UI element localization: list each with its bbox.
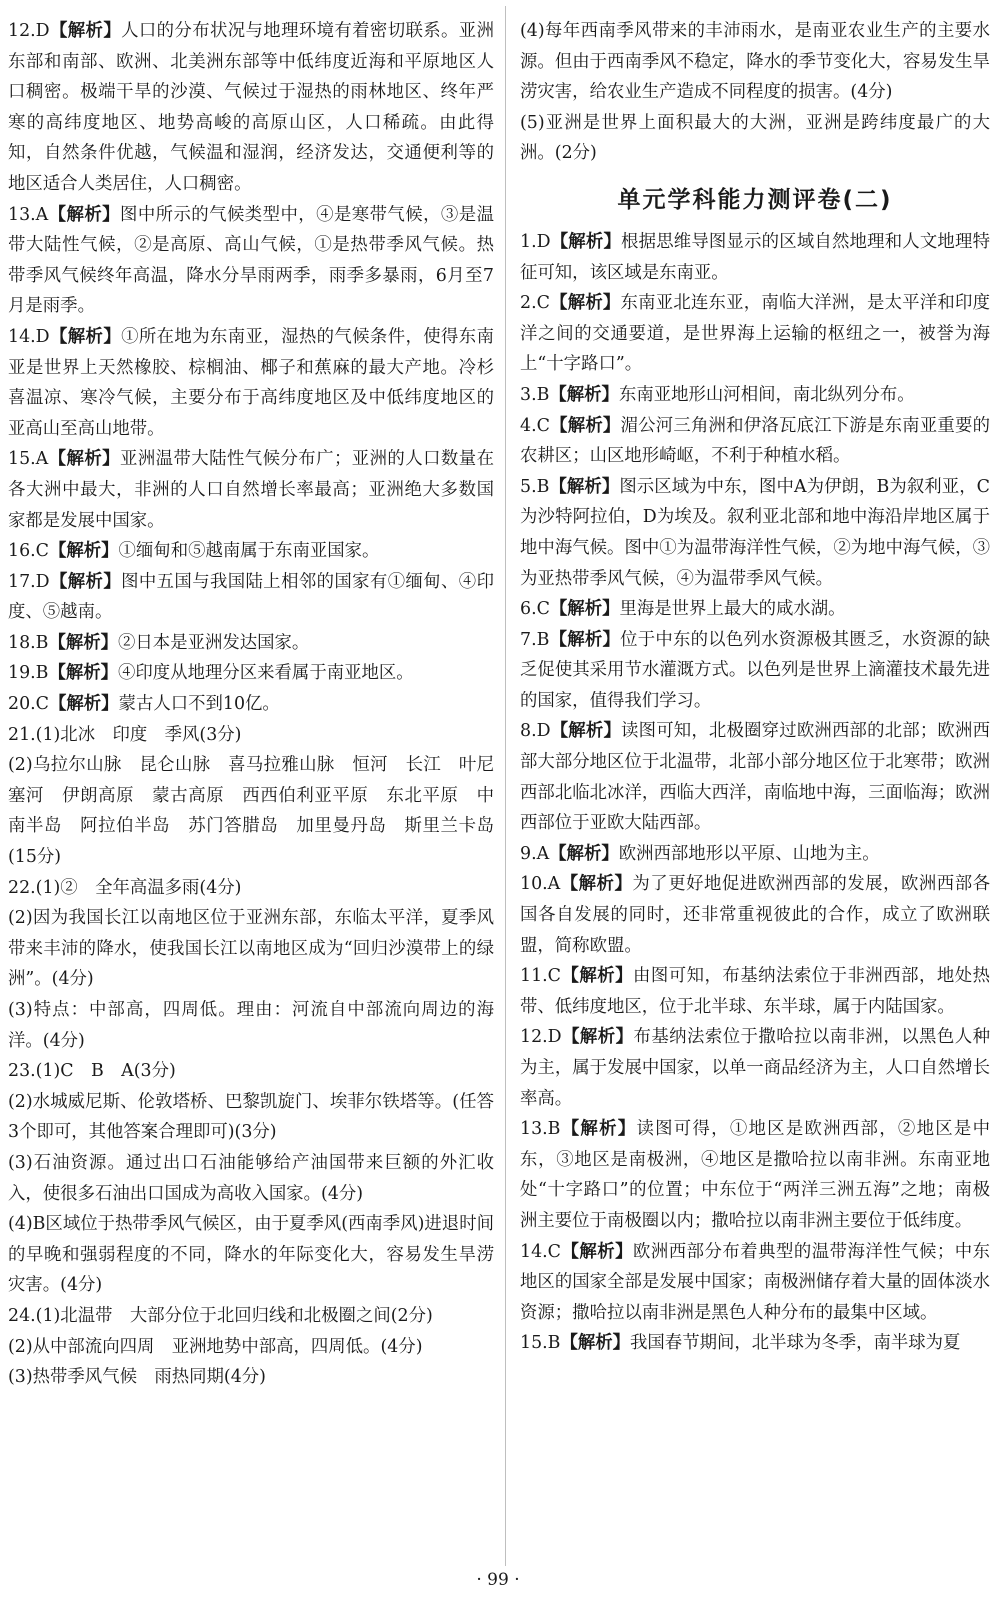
answer-text: 欧洲西部分布着典型的温带海洋性气候；中东地区的国家全部是发展中国家；南极洲储存着大量的固体淡水资源；撒哈拉以南非洲是黑色人种分布的最集中区域。 bbox=[520, 1241, 990, 1323]
analysis-tag: 【解析】 bbox=[560, 1333, 631, 1354]
left-column bbox=[8, 16, 494, 1393]
answer-number: 10.A bbox=[520, 874, 561, 895]
answer-text: (1)北温带 大部分位于北回归线和北极圈之间(2分) bbox=[35, 1305, 433, 1326]
column-divider bbox=[505, 6, 506, 1566]
answer-number: 21. bbox=[8, 724, 36, 745]
answer-text: 东南亚地形山河相间，南北纵列分布。 bbox=[618, 384, 915, 405]
answer-subpart bbox=[520, 108, 990, 169]
answer-text: 东南亚北连东亚，南临大洋洲，是太平洋和印度洋之间的交通要道，是世界海上运输的枢纽之一，被誉为海上“十字路口”。 bbox=[520, 293, 990, 375]
answer-text: 人口的分布状况与地理环境有着密切联系。亚洲东部和南部、欧洲、北美洲东部等中低纬度近海和平原地区人口稠密。极端干旱的沙漠、气候过于湿热的雨林地区、终年严寒的高纬度地区、地势高峻的高原山区，人口稀疏。由此得知，自然条件优越，气候温和湿润，经济发达，交通便利等的地区适合人类居住，人口稠密。 bbox=[8, 21, 494, 194]
analysis-tag: 【解析】 bbox=[49, 21, 122, 41]
answer-text: 亚洲温带大陆性气候分布广；亚洲的人口数量在各大洲中最大，非洲的人口自然增长率最高；亚洲绝大多数国家都是发展中国家。 bbox=[8, 449, 494, 531]
answer-item bbox=[520, 869, 990, 961]
answer-number: 8.D bbox=[520, 721, 551, 742]
answer-number: 14.C bbox=[520, 1241, 561, 1262]
answer-item bbox=[520, 411, 990, 472]
answer-item bbox=[520, 1328, 990, 1359]
answer-text: ①缅甸和⑤越南属于东南亚国家。 bbox=[118, 541, 380, 562]
answer-item bbox=[8, 689, 494, 720]
answer-text: (3)热带季风气候 雨热同期(4分) bbox=[8, 1367, 266, 1388]
analysis-tag: 【解析】 bbox=[48, 541, 119, 562]
answer-subpart bbox=[520, 16, 990, 108]
analysis-tag: 【解析】 bbox=[48, 632, 119, 653]
analysis-tag: 【解析】 bbox=[549, 476, 620, 497]
answer-item bbox=[8, 200, 494, 322]
answer-item bbox=[520, 1114, 990, 1236]
answer-text: (1)② 全年高温多雨(4分) bbox=[35, 877, 242, 898]
answer-text: 布基纳法索位于撒哈拉以南非洲，以黑色人种为主，属于发展中国家，以单一商品经济为主，人口自然增长率高。 bbox=[520, 1027, 990, 1109]
answer-text: 我国春节期间，北半球为冬季，南半球为夏 bbox=[630, 1333, 961, 1354]
answer-number: 19.B bbox=[8, 663, 49, 684]
answer-text: (1)C B A(3分) bbox=[35, 1061, 176, 1082]
answer-item bbox=[8, 720, 494, 751]
answer-subpart bbox=[8, 1362, 494, 1393]
analysis-tag: 【解析】 bbox=[549, 293, 621, 314]
answer-number: 4.C bbox=[520, 415, 550, 436]
analysis-tag: 【解析】 bbox=[549, 599, 620, 620]
answer-subpart bbox=[8, 1332, 494, 1363]
analysis-tag: 【解析】 bbox=[49, 326, 122, 347]
answer-text: 由图可知，布基纳法索位于非洲西部，地处热带、低纬度地区，位于北半球、东半球，属于内陆国家。 bbox=[520, 966, 990, 1017]
answer-number: 15.A bbox=[8, 449, 49, 470]
answer-item bbox=[8, 628, 494, 659]
answer-subpart bbox=[8, 903, 494, 995]
answer-item bbox=[520, 380, 990, 411]
answer-item bbox=[8, 1301, 494, 1332]
answer-text: 图中五国与我国陆上相邻的国家有①缅甸、④印度、⑤越南。 bbox=[8, 571, 494, 623]
answer-text: 为了更好地促进欧洲西部的发展，欧洲西部各国各自发展的同时，还非常重视彼此的合作，成立了欧洲联盟，简称欧盟。 bbox=[520, 874, 990, 956]
analysis-tag: 【解析】 bbox=[550, 721, 622, 742]
answer-number: 20.C bbox=[8, 694, 49, 715]
answer-item bbox=[520, 472, 990, 594]
answer-item bbox=[8, 536, 494, 567]
analysis-tag: 【解析】 bbox=[48, 694, 119, 715]
answer-number: 6.C bbox=[520, 599, 550, 620]
answer-number: 18.B bbox=[8, 632, 49, 653]
answer-text: 读图可得，①地区是欧洲西部，②地区是中东，③地区是南极洲，④地区是撒哈拉以南非洲。东南亚地处“十字路口”的位置；中东位于“两洋三洲五海”之地；南极洲主要位于南极圈以内；撒哈拉以南非洲主要位于低纬度。 bbox=[520, 1119, 990, 1231]
answer-number: 12.D bbox=[520, 1027, 562, 1048]
analysis-tag: 【解析】 bbox=[550, 231, 622, 252]
answer-item bbox=[520, 227, 990, 288]
answer-text: (5)亚洲是世界上面积最大的大洲，亚洲是跨纬度最广的大洲。(2分) bbox=[520, 112, 990, 164]
analysis-tag: 【解析】 bbox=[560, 1241, 633, 1262]
answer-text: (1)北冰 印度 季风(3分) bbox=[35, 724, 242, 745]
answer-text: 图中所示的气候类型中，④是寒带气候，③是温带大陆性气候，②是高原、高山气候，①是热带季风气候。热带季风气候终年高温，降水分旱雨两季，雨季多暴雨，6月至7月是雨季。 bbox=[8, 204, 494, 317]
analysis-tag: 【解析】 bbox=[549, 415, 621, 436]
answer-number: 2.C bbox=[520, 293, 550, 314]
answer-item bbox=[8, 322, 494, 444]
page-number: · 99 · bbox=[476, 1570, 520, 1590]
answer-number: 12.D bbox=[8, 21, 50, 41]
analysis-tag: 【解析】 bbox=[549, 843, 619, 864]
answer-item bbox=[520, 625, 990, 717]
answer-number: 7.B bbox=[520, 629, 550, 650]
answer-number: 22. bbox=[8, 877, 36, 898]
section-heading: 单元学科能力测评卷(二) bbox=[617, 186, 893, 213]
answer-item bbox=[8, 658, 494, 689]
answer-item bbox=[8, 1056, 494, 1087]
answer-text: (3)特点：中部高，四周低。理由：河流自中部流向周边的海洋。(4分) bbox=[8, 1000, 494, 1051]
answer-number: 5.B bbox=[520, 476, 550, 497]
answer-subpart bbox=[8, 995, 494, 1056]
answer-number: 23. bbox=[8, 1061, 36, 1082]
answer-number: 3.B bbox=[520, 384, 550, 405]
answer-text: (4)每年西南季风带来的丰沛雨水，是南亚农业生产的主要水源。但由于西南季风不稳定，降水的季节变化大，容易发生旱涝灾害，给农业生产造成不同程度的损害。(4分) bbox=[520, 21, 990, 103]
answer-text: ①所在地为东南亚，湿热的气候条件，使得东南亚是世界上天然橡胶、棕榈油、椰子和蕉麻的最大产地。冷杉喜温凉、寒冷气候，主要分布于高纬度地区及中低纬度地区的亚高山至高山地带。 bbox=[8, 326, 494, 439]
answer-text: 位于中东的以色列水资源极其匮乏，水资源的缺乏促使其采用节水灌溉方式。以色列是世界上滴灌技术最先进的国家，值得我们学习。 bbox=[520, 629, 990, 711]
answer-item bbox=[8, 873, 494, 904]
answer-number: 14.D bbox=[8, 326, 50, 347]
answer-item bbox=[520, 288, 990, 380]
answer-text: (2)乌拉尔山脉 昆仑山脉 喜马拉雅山脉 恒河 长江 叶尼塞河 伊朗高原 蒙古高原 西西伯利亚平原 东北平原 中南半岛 阿拉伯半岛 苏门答腊岛 加里曼丹岛 斯里兰卡岛(15分) bbox=[8, 755, 494, 868]
answer-item bbox=[520, 716, 990, 838]
analysis-tag: 【解析】 bbox=[549, 629, 621, 650]
answer-number: 24. bbox=[8, 1305, 36, 1326]
answer-number: 16.C bbox=[8, 541, 49, 562]
answer-text: 读图可知，北极圈穿过欧洲西部的北部；欧洲西部大部分地区位于北温带，北部小部分地区位于北寒带；欧洲西部北临北冰洋，西临大西洋，南临地中海，三面临海；欧洲西部位于亚欧大陆西部。 bbox=[520, 721, 990, 834]
analysis-tag: 【解析】 bbox=[560, 874, 633, 895]
answer-number: 13.B bbox=[520, 1119, 561, 1140]
answer-subpart bbox=[8, 750, 494, 872]
right-column-bottom bbox=[520, 227, 990, 1359]
answer-text: 湄公河三角洲和伊洛瓦底江下游是东南亚重要的农耕区；山区地形崎岖，不利于种植水稻。 bbox=[520, 415, 990, 467]
answer-number: 1.D bbox=[520, 231, 551, 252]
analysis-tag: 【解析】 bbox=[561, 1027, 634, 1048]
analysis-tag: 【解析】 bbox=[549, 384, 619, 405]
answer-text: 里海是世界上最大的咸水湖。 bbox=[619, 599, 846, 620]
answer-text: (2)水城威尼斯、伦敦塔桥、巴黎凯旋门、埃菲尔铁塔等。(任答3个即可，其他答案合理即可)(3分) bbox=[8, 1091, 494, 1143]
analysis-tag: 【解析】 bbox=[48, 663, 119, 684]
analysis-tag: 【解析】 bbox=[48, 449, 120, 470]
answer-item bbox=[8, 567, 494, 628]
answer-text: 蒙古人口不到10亿。 bbox=[118, 694, 280, 715]
analysis-tag: 【解析】 bbox=[560, 1119, 637, 1140]
answer-number: 13.A bbox=[8, 204, 49, 225]
answer-text: (2)从中部流向四周 亚洲地势中部高，四周低。(4分) bbox=[8, 1336, 423, 1357]
analysis-tag: 【解析】 bbox=[560, 966, 633, 987]
answer-number: 9.A bbox=[520, 843, 550, 864]
answer-subpart bbox=[8, 1209, 494, 1301]
answer-text: 欧洲西部地形以平原、山地为主。 bbox=[618, 843, 880, 864]
answer-number: 17.D bbox=[8, 571, 50, 592]
answer-number: 11.C bbox=[520, 966, 561, 987]
answer-item bbox=[520, 961, 990, 1022]
answer-subpart bbox=[8, 1148, 494, 1209]
right-column bbox=[520, 16, 990, 1359]
answer-text: 图示区域为中东，图中A为伊朗，B为叙利亚，C为沙特阿拉伯，D为埃及。叙利亚北部和地中海沿岸地区属于地中海气候。图中①为温带海洋性气候，②为地中海气候，③为亚热带季风气候，④为温带季风气候。 bbox=[520, 476, 990, 589]
answer-item bbox=[520, 1237, 990, 1329]
analysis-tag: 【解析】 bbox=[48, 204, 120, 225]
answer-number: 15.B bbox=[520, 1333, 561, 1354]
right-column-top bbox=[520, 16, 990, 169]
answer-item bbox=[520, 839, 990, 870]
answer-text: (2)因为我国长江以南地区位于亚洲东部，东临太平洋，夏季风带来丰沛的降水，使我国长江以南地区成为“回归沙漠带上的绿洲”。(4分) bbox=[8, 908, 494, 990]
analysis-tag: 【解析】 bbox=[49, 571, 122, 592]
answer-item bbox=[8, 444, 494, 536]
answer-item bbox=[520, 1022, 990, 1114]
answer-text: 根据思维导图显示的区域自然地理和人文地理特征可知，该区域是东南亚。 bbox=[520, 231, 990, 283]
answer-text: ②日本是亚洲发达国家。 bbox=[118, 632, 310, 653]
answer-subpart bbox=[8, 1087, 494, 1148]
answer-item bbox=[8, 16, 494, 200]
answer-item bbox=[520, 594, 990, 625]
answer-text: ④印度从地理分区来看属于南亚地区。 bbox=[118, 663, 414, 684]
answer-text: (3)石油资源。通过出口石油能够给产油国带来巨额的外汇收入，使很多石油出口国成为高收入国家。(4分) bbox=[8, 1152, 494, 1204]
answer-text: (4)B区域位于热带季风气候区，由于夏季风(西南季风)进退时间的早晚和强弱程度的不同，降水的年际变化大，容易发生旱涝灾害。(4分) bbox=[8, 1214, 494, 1296]
